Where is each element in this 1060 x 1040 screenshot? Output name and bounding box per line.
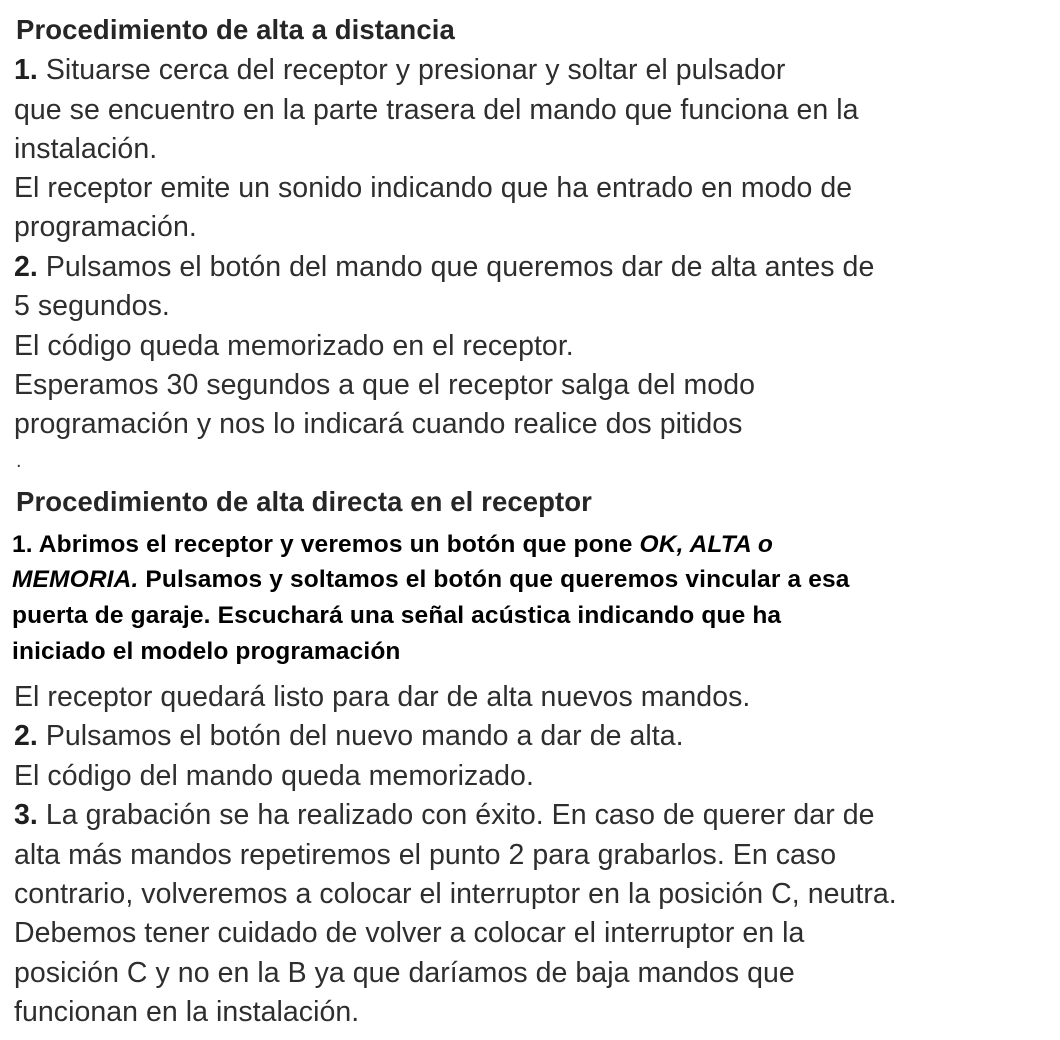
section-title-direct: Procedimiento de alta directa en el receptor [16, 486, 592, 517]
direct-step-3-line-6: funcionan en la instalación. [14, 996, 360, 1028]
step-1-line-2: que se encuentro en la parte trasera del mando que funciona en la [14, 94, 859, 126]
info-line-1: El receptor emite un sonido indicando que ha entrado en modo de [14, 172, 853, 204]
section-title-remote: Procedimiento de alta a distancia [16, 14, 455, 45]
direct-step-1-line-1 [12, 531, 773, 559]
step-number: 2. [14, 720, 38, 752]
separator-dot: . [16, 450, 22, 472]
step-text: La grabación se ha realizado con éxito. En caso de querer dar de [37, 799, 875, 831]
step-2-line-1 [14, 251, 874, 284]
step-text: 1. Abrimos el receptor y veremos un botón que pone [12, 531, 640, 558]
button-name: MEMORIA. [12, 566, 139, 593]
button-names: OK, ALTA o [639, 531, 774, 558]
direct-step-3-line-2: alta más mandos repetiremos el punto 2 para grabarlos. En caso [14, 839, 837, 871]
step-2-line-2: 5 segundos. [14, 290, 170, 322]
info-line-5: programación y nos lo indicará cuando realice dos pitidos [14, 408, 743, 440]
direct-step-3-line-4: Debemos tener cuidado de volver a colocar el interruptor en la [14, 917, 805, 949]
step-1-line-3: instalación. [14, 133, 158, 165]
direct-step-2 [14, 720, 684, 753]
direct-info-line-1: El receptor quedará listo para dar de alta nuevos mandos. [14, 681, 751, 713]
step-number: 2. [14, 251, 38, 283]
direct-info-line-2: El código del mando queda memorizado. [14, 760, 534, 792]
direct-step-1-line-4: iniciado el modelo programación [12, 638, 401, 665]
info-line-2: programación. [14, 211, 197, 243]
step-number: 3. [14, 799, 38, 831]
direct-step-1-line-2 [12, 566, 850, 594]
step-text: Pulsamos y soltamos el botón que queremos vincular a esa [138, 566, 850, 593]
direct-step-3-line-1 [14, 799, 875, 832]
info-line-4: Esperamos 30 segundos a que el receptor salga del modo [14, 369, 755, 401]
step-text: Situarse cerca del receptor y presionar y soltar el pulsador [37, 54, 786, 86]
step-text: Pulsamos el botón del mando que queremos dar de alta antes de [37, 251, 875, 283]
step-1-line-1 [14, 54, 785, 87]
step-text: Pulsamos el botón del nuevo mando a dar de alta. [37, 720, 684, 752]
direct-step-3-line-5: posición C y no en la B ya que daríamos de baja mandos que [14, 957, 795, 989]
info-line-3: El código queda memorizado en el receptor. [14, 330, 574, 362]
direct-step-3-line-3: contrario, volveremos a colocar el interruptor en la posición C, neutra. [14, 878, 897, 910]
direct-step-1-line-3: puerta de garaje. Escuchará una señal acústica indicando que ha [12, 602, 782, 629]
step-number: 1. [14, 54, 38, 86]
